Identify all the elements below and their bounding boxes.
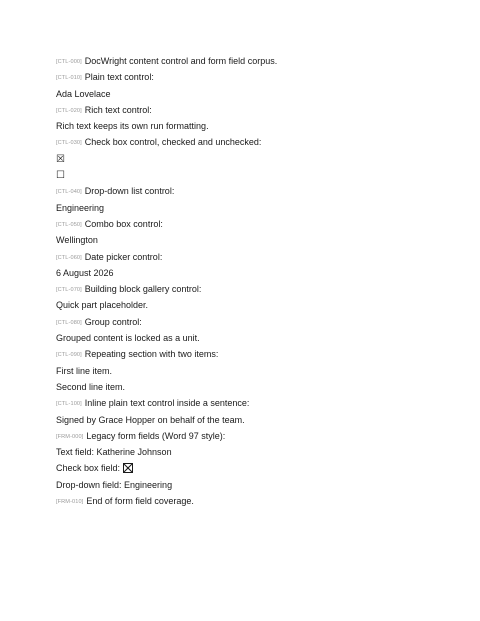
- repeating-label: Repeating section with two items:: [84, 349, 219, 360]
- date-picker-control[interactable]: 6 August 2026: [56, 267, 114, 278]
- plain-text-label: Plain text control:: [84, 72, 154, 83]
- legacy-checkbox-line: [56, 463, 460, 474]
- dropdown-label: Drop-down list control:: [84, 186, 175, 197]
- group-control: Grouped content is locked as a unit.: [56, 333, 200, 344]
- inline-plain-heading: [56, 398, 460, 409]
- legacy-checkbox-icon[interactable]: [123, 463, 133, 473]
- legacy-text-field[interactable]: Text field: Katherine Johnson: [56, 447, 172, 458]
- control-tag: [CTL-060]: [56, 254, 82, 261]
- checkbox-checked-line: [56, 154, 460, 165]
- rich-text-control[interactable]: Rich text keeps its own run formatting.: [56, 121, 209, 132]
- date-label: Date picker control:: [84, 251, 163, 262]
- combo-label: Combo box control:: [84, 218, 163, 229]
- control-tag: [CTL-070]: [56, 287, 82, 294]
- control-tag: [CTL-030]: [56, 140, 82, 147]
- checkbox-heading: [56, 137, 460, 148]
- repeating-heading: [56, 349, 460, 360]
- checked-checkbox-icon[interactable]: ☒: [56, 153, 65, 165]
- control-tag: [CTL-040]: [56, 189, 82, 196]
- legacy-dropdown-field[interactable]: Drop-down field: Engineering: [56, 479, 173, 490]
- inline-sentence: [56, 415, 460, 426]
- control-tag: [CTL-000]: [56, 59, 82, 65]
- dropdown-control[interactable]: Engineering: [56, 202, 105, 213]
- inline-plain-text-control[interactable]: Grace Hopper: [98, 414, 156, 425]
- control-tag: [FRM-000]: [56, 433, 84, 440]
- legacy-heading: [56, 431, 460, 442]
- control-tag: [CTL-080]: [56, 319, 82, 326]
- plain-text-heading: [56, 72, 460, 83]
- sentence-end: on behalf of the team.: [155, 414, 245, 425]
- building-block-control[interactable]: Quick part placeholder.: [56, 300, 149, 311]
- group-label: Group control:: [84, 316, 142, 327]
- building-block-label: Building block gallery control:: [84, 284, 202, 295]
- dropdown-heading: [56, 186, 460, 197]
- sentence-start: Signed by: [56, 414, 99, 425]
- checkbox-label: Check box control, checked and unchecked:: [84, 137, 262, 148]
- legacy-checkbox-label: Check box field:: [56, 463, 121, 474]
- date-heading: [56, 252, 460, 263]
- repeating-item[interactable]: Second line item.: [56, 381, 126, 392]
- end-line: [56, 496, 460, 507]
- combo-control[interactable]: Wellington: [56, 235, 98, 246]
- control-tag: [FRM-010]: [56, 499, 84, 506]
- end-text: End of form field coverage.: [86, 496, 194, 507]
- building-block-heading: [56, 284, 460, 295]
- checkbox-unchecked-line: [56, 170, 460, 181]
- document-body: [56, 56, 460, 512]
- unchecked-checkbox-icon[interactable]: ☐: [56, 170, 65, 182]
- rich-text-heading: [56, 105, 460, 116]
- title-text: DocWright content control and form field corpus.: [84, 56, 278, 66]
- plain-text-control[interactable]: Ada Lovelace: [56, 88, 111, 99]
- control-tag: [CTL-100]: [56, 401, 82, 408]
- control-tag: [CTL-090]: [56, 352, 82, 359]
- control-tag: [CTL-020]: [56, 107, 82, 114]
- rich-text-label: Rich text control:: [84, 104, 152, 115]
- control-tag: [CTL-050]: [56, 221, 82, 228]
- control-tag: [CTL-010]: [56, 75, 82, 82]
- title-line: [56, 56, 460, 67]
- repeating-item[interactable]: First line item.: [56, 365, 113, 376]
- legacy-label: Legacy form fields (Word 97 style):: [86, 430, 226, 441]
- combo-heading: [56, 219, 460, 230]
- group-heading: [56, 317, 460, 328]
- inline-plain-label: Inline plain text control inside a sentence:: [84, 398, 250, 409]
